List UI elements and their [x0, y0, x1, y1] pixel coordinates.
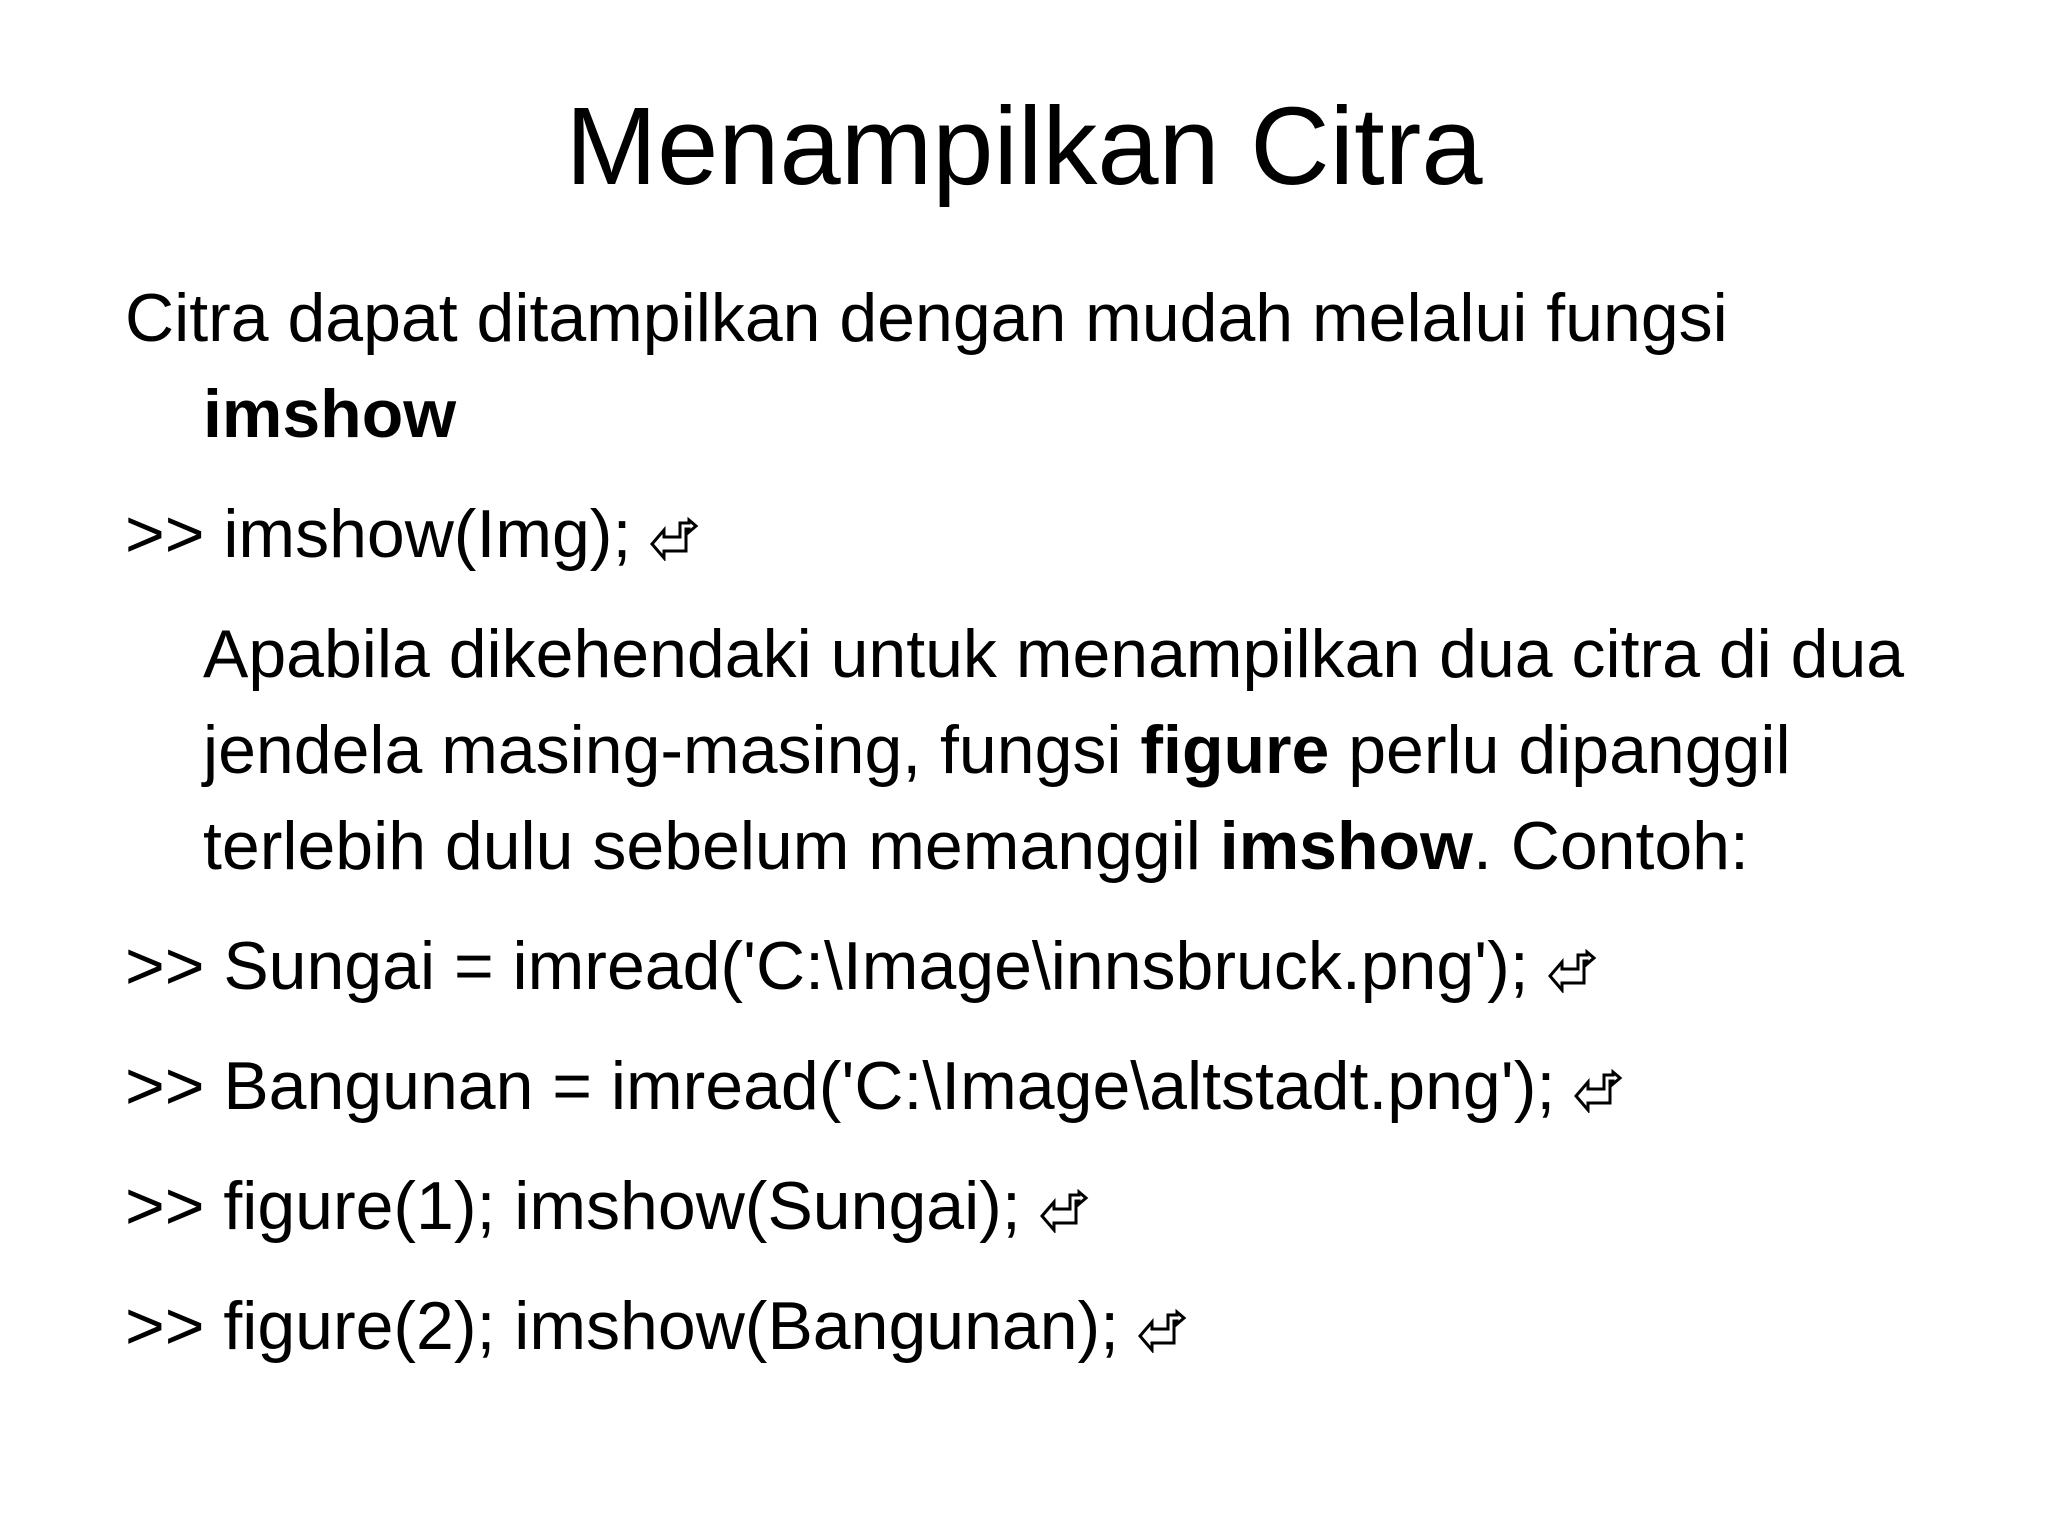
command-text: >> imshow(Img); [125, 496, 632, 572]
explanation-text-2: perlu dipanggil terlebih dulu sebelum memanggil [203, 712, 1791, 884]
intro-paragraph [125, 270, 1945, 462]
return-arrow-icon [1547, 949, 1597, 993]
command-text: >> Sungai = imread('C:\Image\innsbruck.png'); [125, 928, 1529, 1004]
command-text: >> figure(2); imshow(Bangunan); [125, 1288, 1120, 1364]
explanation-text-3: . Contoh: [1472, 808, 1749, 884]
slide-content [125, 270, 1945, 1374]
command-line-2 [125, 918, 1945, 1014]
explanation-paragraph [125, 606, 1945, 894]
return-arrow-icon [1039, 1189, 1089, 1233]
command-line-3 [125, 1038, 1945, 1134]
return-arrow-icon [1137, 1309, 1187, 1353]
intro-text: Citra dapat ditampilkan dengan mudah melalui fungsi [125, 280, 1728, 356]
command-line-4 [125, 1158, 1945, 1254]
intro-keyword-imshow: imshow [203, 376, 457, 452]
explanation-text-1: Apabila dikehendaki untuk menampilkan dua citra di dua jendela masing-masing, fungsi [203, 616, 1905, 788]
return-arrow-icon [1573, 1069, 1623, 1113]
return-arrow-icon [649, 517, 699, 561]
slide-title: Menampilkan Citra [565, 85, 1483, 208]
command-text: >> figure(1); imshow(Sungai); [125, 1168, 1021, 1244]
command-line-1 [125, 486, 1945, 582]
command-text: >> Bangunan = imread('C:\Image\altstadt.png'); [125, 1048, 1556, 1124]
explanation-keyword-imshow: imshow [1219, 808, 1473, 884]
explanation-keyword-figure: figure [1140, 712, 1330, 788]
command-line-5 [125, 1278, 1945, 1374]
